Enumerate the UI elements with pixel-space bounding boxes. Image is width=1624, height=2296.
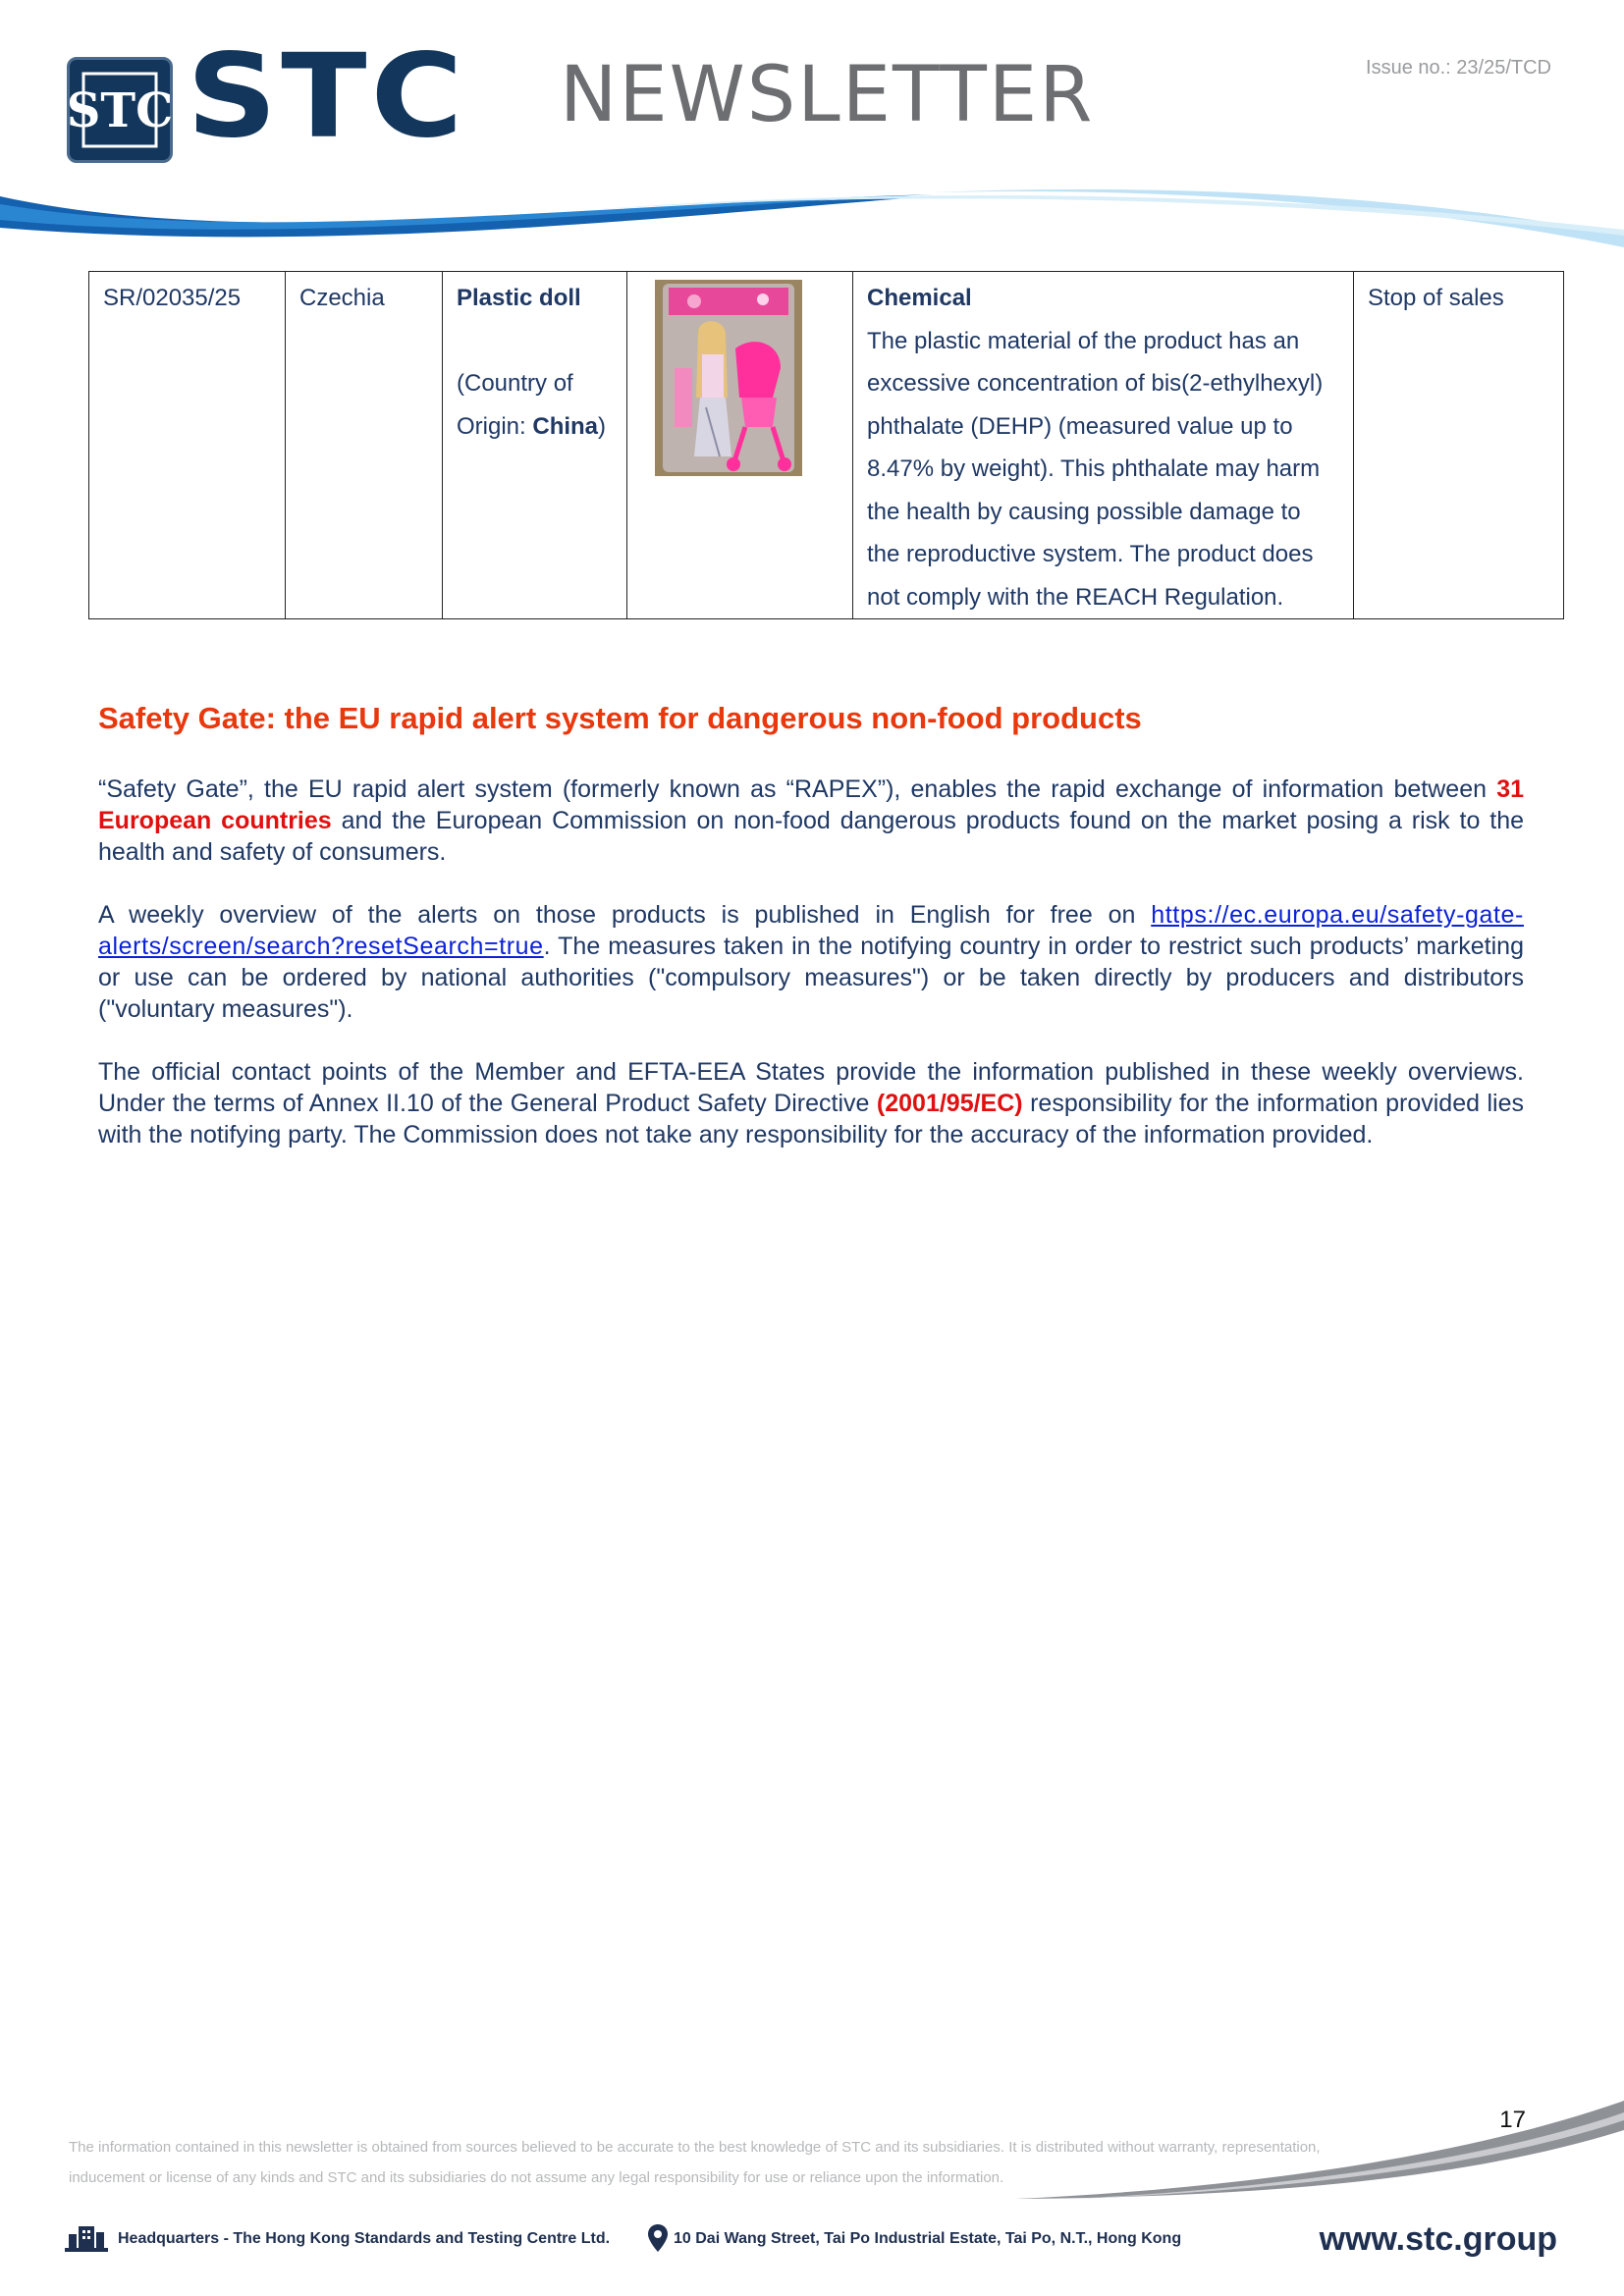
issue-number: Issue no.: 23/25/TCD [1366, 57, 1551, 79]
country-of-origin: (Country of Origin: China) [457, 370, 607, 440]
highlight-directive: (2001/95/EC) [876, 1090, 1023, 1117]
product-name: Plastic doll [457, 285, 581, 311]
product-photo [655, 280, 802, 476]
safety-gate-link[interactable]: https://ec.europa.eu/safety-gate-alerts/screen/search?resetSearch=true [98, 901, 1524, 960]
reference-cell [89, 272, 286, 619]
stc-logo-wordmark: STC [187, 28, 467, 164]
highlight-countries: 31 European countries [98, 775, 1524, 834]
website-link[interactable]: www.stc.group [1319, 2220, 1557, 2258]
notifying-country: Czechia [299, 285, 385, 311]
headquarters-building-icon [65, 2222, 108, 2252]
alert-table [88, 271, 1564, 619]
page-number: 17 [1499, 2107, 1526, 2133]
paragraph-contact-points: The official contact points of the Member and EFTA-EEA States provide the information published in these weekly overviews. Under the terms of Annex II.10 of the General Product Safety Directive (2001/95/EC) responsibility for the information provided lies with the notifying party. The Commission does not take any responsibility for the accuracy of the information provided. [98, 1058, 1524, 1148]
paragraph-safety-gate: “Safety Gate”, the EU rapid alert system (formerly known as “RAPEX”), enables the rapid exchange of information between 31 European countries and the European Commission on non-food dangerous products found on the market posing a risk to the health and safety of consumers. [98, 775, 1525, 866]
newsletter-title: NEWSLETTER [560, 51, 1095, 139]
paragraph-weekly-overview: A weekly overview of the alerts on those products is published in English for free on https://ec.europa.eu/safety-gate-alerts/screen/search?resetSearch=true. The measures taken in the notifying country in order to restrict such products’ marketing or use can be ordered by national authorities ("compulsory measures") or be taken directly by producers and distributors ("voluntary measures"). [98, 901, 1524, 1023]
measures-cell [1354, 272, 1564, 619]
location-pin-icon [648, 2224, 668, 2252]
product-cell [443, 272, 627, 619]
header-swoosh-decoration [0, 177, 1624, 255]
risk-cell [853, 272, 1354, 619]
footer-bar [65, 2220, 1557, 2258]
risk-description: The plastic material of the product has an excessive concentration of bis(2-ethylhexyl) phthalate (DEHP) (measured value up to 8.47% by weight). This phthalate may harm the health by causing possible damage to the reproductive system. The product does not comply with the REACH Regulation. [867, 327, 1324, 611]
product-image-cell [627, 272, 853, 619]
measures-taken: Stop of sales [1368, 285, 1504, 311]
risk-type: Chemical [867, 285, 972, 311]
svg-text:STC: STC [66, 83, 174, 138]
disclaimer: The information contained in this newsletter is obtained from sources believed to be accurate to the best knowledge of STC and its subsidiaries. It is distributed without warranty, representation, inducement or license of any kinds and STC and its subsidiaries do not assume any legal responsibility for use or reliance upon the information. [69, 2139, 1321, 2186]
headquarters-address: 10 Dai Wang Street, Tai Po Industrial Estate, Tai Po, N.T., Hong Kong [674, 2230, 1182, 2247]
headquarters-label: Headquarters - The Hong Kong Standards and Testing Centre Ltd. [118, 2230, 611, 2247]
origin-country: China [532, 412, 599, 440]
table-row [89, 272, 1564, 619]
reference-number: SR/02035/25 [103, 285, 242, 311]
section-title: Safety Gate: the EU rapid alert system for dangerous non-food products [98, 701, 1142, 735]
country-cell [286, 272, 443, 619]
stc-logo-icon [67, 57, 173, 163]
